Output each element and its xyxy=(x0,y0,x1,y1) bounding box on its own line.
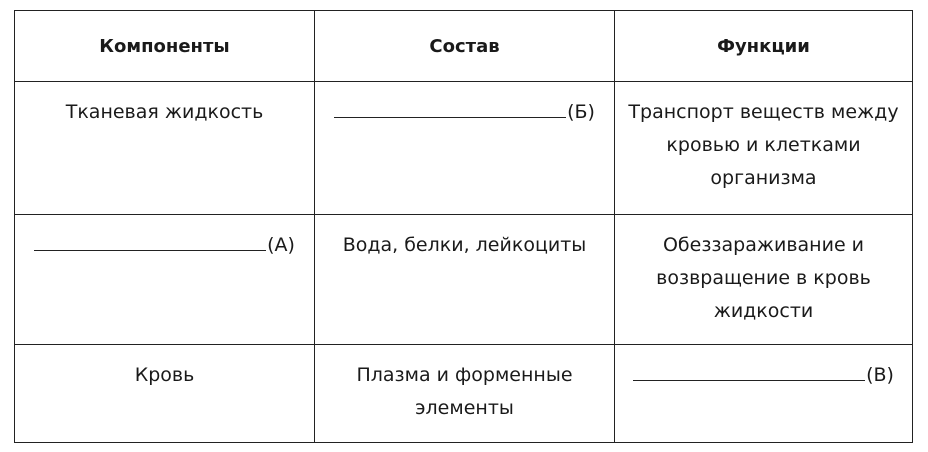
cell-composition: Плазма и форменные элементы xyxy=(315,345,615,443)
header-functions: Функции xyxy=(615,11,913,82)
cell-composition-blank[interactable] xyxy=(315,82,615,215)
blank-a[interactable] xyxy=(34,229,295,262)
blank-line[interactable] xyxy=(34,230,266,251)
cell-function: Обеззараживание и возвращение в кровь жидкости xyxy=(615,215,913,345)
blank-line[interactable] xyxy=(633,360,865,381)
table-header-row xyxy=(15,11,913,82)
table-row xyxy=(15,82,913,215)
cell-component: Кровь xyxy=(15,345,315,443)
table-row xyxy=(15,345,913,443)
blank-label: (А) xyxy=(267,234,295,256)
blank-label: (Б) xyxy=(567,101,595,123)
blank-label: (В) xyxy=(866,364,894,386)
blank-v[interactable] xyxy=(633,359,894,392)
header-composition: Состав xyxy=(315,11,615,82)
components-table xyxy=(14,10,913,443)
blank-b[interactable] xyxy=(334,96,595,129)
header-components: Компоненты xyxy=(15,11,315,82)
cell-component: Тканевая жидкость xyxy=(15,82,315,215)
cell-function: Транспорт веществ между кровью и клетками организма xyxy=(615,82,913,215)
blank-line[interactable] xyxy=(334,97,566,118)
table-row xyxy=(15,215,913,345)
cell-composition: Вода, белки, лейкоциты xyxy=(315,215,615,345)
cell-component-blank[interactable] xyxy=(15,215,315,345)
cell-function-blank[interactable] xyxy=(615,345,913,443)
